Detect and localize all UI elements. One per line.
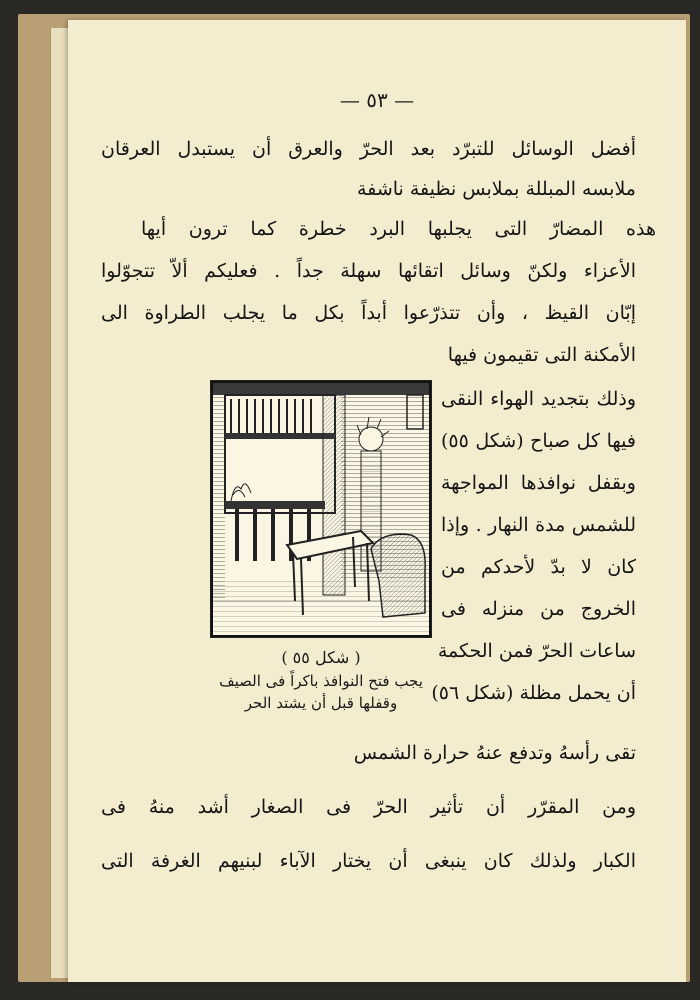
figure-55-illustration [210, 380, 432, 638]
book-page [68, 20, 686, 982]
page-number: — ٥٣ — [339, 88, 415, 112]
text-line: إبّان القيظ ، وأن تتذرّعوا أبداً بكل ما يجلب الطراوة الى [101, 302, 636, 324]
text-line: ساعات الحرّ فمن الحكمة [437, 640, 636, 662]
text-line: هذه المضارّ التى يجلبها البرد خطرة كما ترون أيها [141, 218, 656, 240]
text-line: ومن المقرّر أن تأثير الحرّ فى الصغار أشد منهُ فى [101, 796, 636, 818]
figure-label: ( شكل ٥٥ ) [281, 648, 361, 667]
text-line: تقى رأسهُ وتدفع عنهُ حرارة الشمس [353, 742, 636, 764]
text-line: الأعزاء ولكنّ وسائل اتقائها سهلة جداً . فعليكم ألاّ تتجوّلوا [101, 260, 636, 282]
text-line: الكبار ولذلك كان ينبغى أن يختار الآباء لبنيهم الغرفة التى [101, 850, 636, 872]
figure-caption-line1: يجب فتح النوافذ باكراً فى الصيف [219, 672, 423, 690]
text-line: وبقفل نوافذها المواجهة [441, 472, 636, 494]
text-line: أن يحمل مظلة (شكل ٥٦) [431, 682, 636, 704]
text-line: أفضل الوسائل للتبرّد بعد الحرّ والعرق أن يستبدل العرقان [101, 138, 636, 160]
figure-caption-line2: وقفلها قبل أن يشتد الحر [244, 694, 398, 712]
text-line: للشمس مدة النهار . وإذا [441, 514, 636, 536]
text-line: فيها كل صباح (شكل ٥٥) [441, 430, 636, 452]
room-window-engraving [211, 381, 431, 637]
text-line: كان لا بدّ لأحدكم من [441, 556, 636, 578]
text-line: وذلك بتجديد الهواء النقى [441, 388, 636, 410]
text-line: الأمكنة التى تقيمون فيها [447, 344, 636, 366]
text-line: الخروج من منزله فى [441, 598, 636, 620]
text-line: ملابسه المبللة بملابس نظيفة ناشفة [357, 178, 636, 200]
